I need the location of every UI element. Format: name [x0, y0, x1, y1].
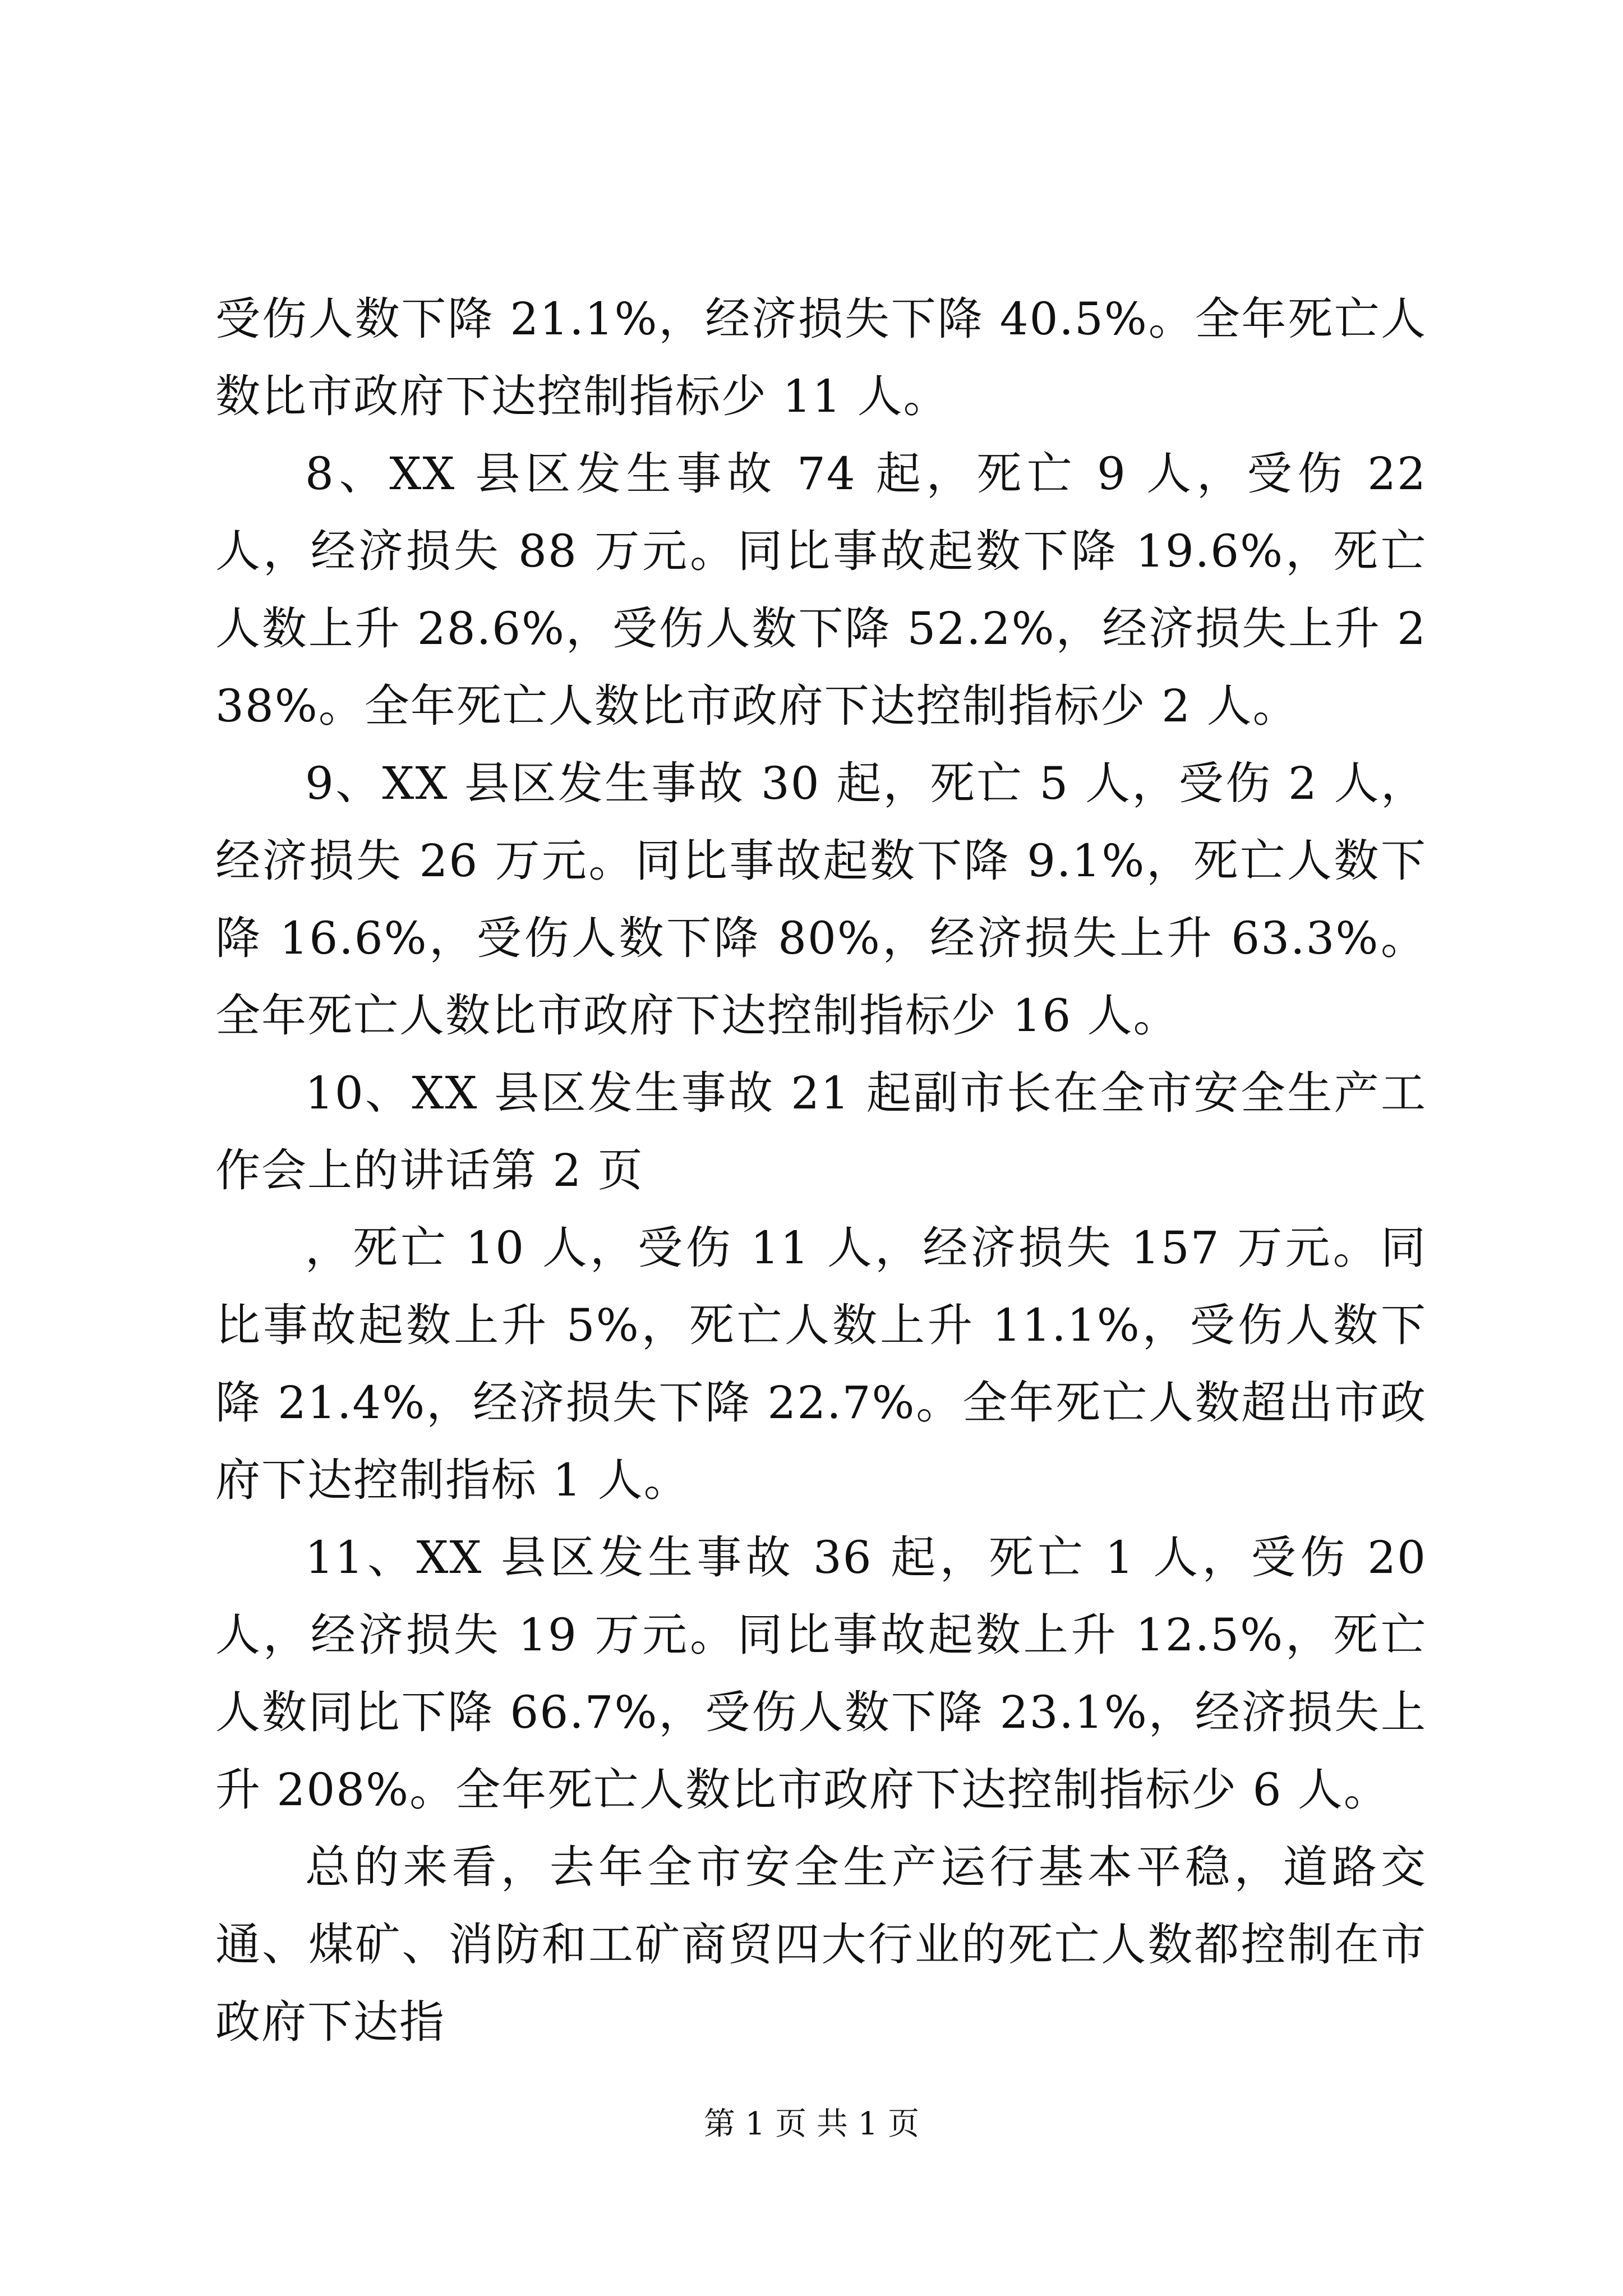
paragraph-4: 10、XX 县区发生事故 21 起副市长在全市安全生产工作会上的讲话第 2 页: [215, 1067, 1427, 1197]
paragraph-6: 11、XX 县区发生事故 36 起，死亡 1 人，受伤 20 人，经济损失 19 万元。同比事故起数上升 12.5%，死亡人数同比下降 66.7%，受伤人数下降 23.1%，经济损失上升 208%。全年死亡人数比市政府下达控制指标少 6 人。: [215, 1531, 1427, 1816]
paragraph-3: 9、XX 县区发生事故 30 起，死亡 5 人，受伤 2 人，经济损失 26 万元。同比事故起数下降 9.1%，死亡人数下降 16.6%，受伤人数下降 80%，经济损失上升 63.3%。全年死亡人数比市政府下达控制指标少 16 人。: [215, 757, 1427, 1042]
page-footer: 第 1 页 共 1 页: [703, 2106, 920, 2142]
document-body: [215, 280, 1427, 2061]
paragraph-1: 受伤人数下降 21.1%，经济损失下降 40.5%。全年死亡人数比市政府下达控制指标少 11 人。: [215, 293, 1427, 422]
paragraph-7: 总的来看，去年全市安全生产运行基本平稳，道路交通、煤矿、消防和工矿商贸四大行业的死亡人数都控制在市政府下达指: [215, 1841, 1427, 2048]
paragraph-2: 8、XX 县区发生事故 74 起，死亡 9 人，受伤 22 人，经济损失 88 万元。同比事故起数下降 19.6%，死亡人数上升 28.6%，受伤人数下降 52.2%，经济损失上升 238%。全年死亡人数比市政府下达控制指标少 2 人。: [215, 448, 1427, 732]
paragraph-5: ，死亡 10 人，受伤 11 人，经济损失 157 万元。同比事故起数上升 5%，死亡人数上升 11.1%，受伤人数下降 21.4%，经济损失下降 22.7%。全年死亡人数超出市政府下达控制指标 1 人。: [215, 1222, 1427, 1506]
